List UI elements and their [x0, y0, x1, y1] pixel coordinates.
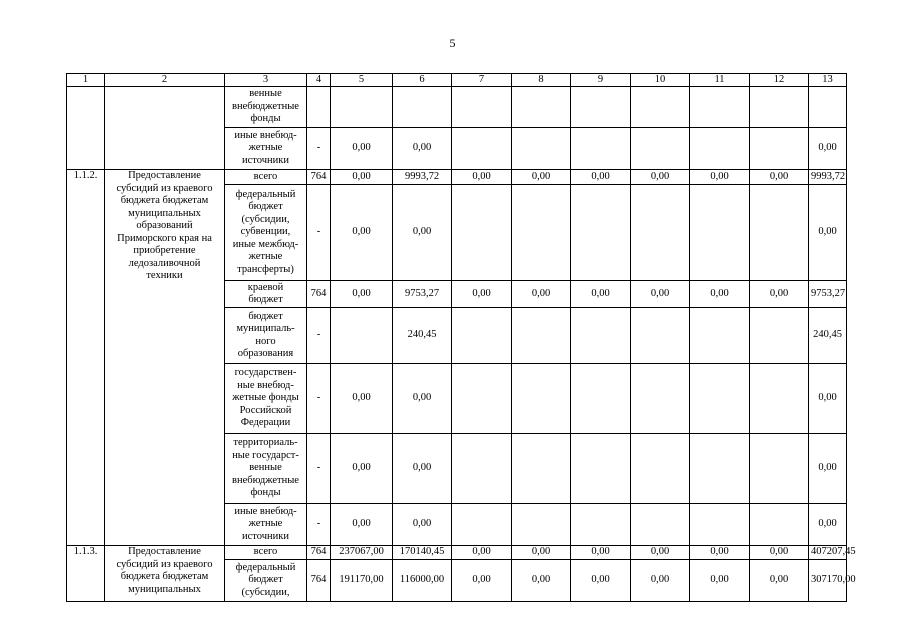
value-c10 [631, 185, 690, 281]
column-number-header: 1 [67, 74, 105, 87]
value-c6: 116000,00 [393, 560, 452, 602]
value-c8: 0,00 [512, 560, 571, 602]
value-c7: 0,00 [452, 170, 512, 185]
value-c11 [690, 364, 750, 434]
item-number [67, 87, 105, 170]
value-c13 [809, 87, 847, 128]
column-number-header: 10 [631, 74, 690, 87]
value-c7 [452, 434, 512, 504]
value-c11: 0,00 [690, 560, 750, 602]
value-c5 [331, 308, 393, 364]
value-c10 [631, 128, 690, 170]
value-c4: - [307, 504, 331, 546]
value-c6: 0,00 [393, 128, 452, 170]
column-number-header: 2 [105, 74, 225, 87]
column-number-header: 6 [393, 74, 452, 87]
value-c4: 764 [307, 281, 331, 308]
value-c9: 0,00 [571, 281, 631, 308]
funding-source: федеральный бюджет (субсидии, [225, 560, 307, 602]
value-c12 [750, 364, 809, 434]
value-c13: 240,45 [809, 308, 847, 364]
value-c10 [631, 308, 690, 364]
value-c7: 0,00 [452, 560, 512, 602]
value-c4: - [307, 308, 331, 364]
value-c4: 764 [307, 560, 331, 602]
value-c7: 0,00 [452, 281, 512, 308]
value-c10: 0,00 [631, 281, 690, 308]
value-c6: 0,00 [393, 364, 452, 434]
value-c4: - [307, 434, 331, 504]
table-row [67, 546, 847, 560]
value-c8 [512, 434, 571, 504]
value-c13: 0,00 [809, 434, 847, 504]
value-c8 [512, 87, 571, 128]
value-c8 [512, 308, 571, 364]
value-c12 [750, 128, 809, 170]
value-c6: 9993,72 [393, 170, 452, 185]
value-c13: 0,00 [809, 364, 847, 434]
item-name: Предоставление субсидий из краевого бюджета бюджетам муниципальных [105, 546, 225, 602]
item-name: Предоставление субсидий из краевого бюджета бюджетам муниципальных образований Приморского края на приобретение ледозаливочной техники [105, 170, 225, 546]
value-c12: 0,00 [750, 560, 809, 602]
value-c5: 237067,00 [331, 546, 393, 560]
value-c9: 0,00 [571, 546, 631, 560]
column-number-header: 12 [750, 74, 809, 87]
funding-source: венные внебюджетные фонды [225, 87, 307, 128]
value-c7 [452, 185, 512, 281]
value-c5: 191170,00 [331, 560, 393, 602]
value-c9 [571, 504, 631, 546]
value-c12 [750, 185, 809, 281]
value-c11 [690, 185, 750, 281]
value-c9: 0,00 [571, 170, 631, 185]
page-number: 5 [449, 36, 456, 50]
value-c10 [631, 87, 690, 128]
value-c11: 0,00 [690, 546, 750, 560]
value-c5: 0,00 [331, 434, 393, 504]
column-number-header: 8 [512, 74, 571, 87]
value-c5: 0,00 [331, 170, 393, 185]
value-c6: 0,00 [393, 504, 452, 546]
value-c10: 0,00 [631, 170, 690, 185]
value-c11: 0,00 [690, 281, 750, 308]
value-c6: 170140,45 [393, 546, 452, 560]
value-c4: - [307, 128, 331, 170]
value-c8 [512, 364, 571, 434]
value-c9 [571, 128, 631, 170]
value-c10 [631, 434, 690, 504]
value-c9 [571, 364, 631, 434]
value-c8 [512, 504, 571, 546]
item-name [105, 87, 225, 170]
value-c7 [452, 504, 512, 546]
table-row [67, 87, 847, 128]
funding-source: всего [225, 170, 307, 185]
value-c5: 0,00 [331, 504, 393, 546]
value-c12: 0,00 [750, 281, 809, 308]
value-c5 [331, 87, 393, 128]
funding-source: территориаль- ные государст- венные внебюджетные фонды [225, 434, 307, 504]
funding-source: краевой бюджет [225, 281, 307, 308]
value-c7: 0,00 [452, 546, 512, 560]
value-c13: 0,00 [809, 128, 847, 170]
value-c13: 9753,27 [809, 281, 847, 308]
value-c11 [690, 87, 750, 128]
value-c9 [571, 308, 631, 364]
value-c6: 9753,27 [393, 281, 452, 308]
value-c4: - [307, 364, 331, 434]
value-c8: 0,00 [512, 281, 571, 308]
value-c10 [631, 364, 690, 434]
value-c8 [512, 128, 571, 170]
value-c6 [393, 87, 452, 128]
value-c7 [452, 87, 512, 128]
funding-source: бюджет муниципаль- ного образования [225, 308, 307, 364]
value-c11 [690, 308, 750, 364]
value-c4: 764 [307, 546, 331, 560]
value-c10: 0,00 [631, 546, 690, 560]
value-c4 [307, 87, 331, 128]
column-number-row [67, 74, 847, 87]
value-c9 [571, 87, 631, 128]
column-number-header: 9 [571, 74, 631, 87]
value-c12 [750, 504, 809, 546]
value-c11: 0,00 [690, 170, 750, 185]
value-c12: 0,00 [750, 546, 809, 560]
funding-source: государствен- ные внебюд- жетные фонды Российской Федерации [225, 364, 307, 434]
value-c7 [452, 364, 512, 434]
value-c5: 0,00 [331, 364, 393, 434]
value-c12 [750, 308, 809, 364]
value-c8: 0,00 [512, 170, 571, 185]
value-c10 [631, 504, 690, 546]
funding-source: иные внебюд- жетные источники [225, 128, 307, 170]
column-number-header: 3 [225, 74, 307, 87]
value-c6: 0,00 [393, 185, 452, 281]
value-c12 [750, 87, 809, 128]
value-c7 [452, 128, 512, 170]
column-number-header: 13 [809, 74, 847, 87]
value-c6: 240,45 [393, 308, 452, 364]
column-number-header: 4 [307, 74, 331, 87]
value-c8: 0,00 [512, 546, 571, 560]
value-c9 [571, 185, 631, 281]
value-c6: 0,00 [393, 434, 452, 504]
value-c8 [512, 185, 571, 281]
value-c9: 0,00 [571, 560, 631, 602]
value-c12 [750, 434, 809, 504]
value-c5: 0,00 [331, 281, 393, 308]
value-c7 [452, 308, 512, 364]
value-c11 [690, 128, 750, 170]
value-c12: 0,00 [750, 170, 809, 185]
value-c9 [571, 434, 631, 504]
value-c13: 0,00 [809, 504, 847, 546]
item-number: 1.1.3. [67, 546, 105, 602]
column-number-header: 11 [690, 74, 750, 87]
funding-source: федеральный бюджет (субсидии, субвенции, иные межбюд- жетные трансферты) [225, 185, 307, 281]
table-row [67, 170, 847, 185]
value-c10: 0,00 [631, 560, 690, 602]
value-c13: 307170,00 [809, 560, 847, 602]
funding-source: всего [225, 546, 307, 560]
value-c13: 9993,72 [809, 170, 847, 185]
column-number-header: 5 [331, 74, 393, 87]
value-c13: 0,00 [809, 185, 847, 281]
value-c5: 0,00 [331, 128, 393, 170]
value-c5: 0,00 [331, 185, 393, 281]
value-c4: 764 [307, 170, 331, 185]
value-c13: 407207,45 [809, 546, 847, 560]
value-c11 [690, 504, 750, 546]
value-c11 [690, 434, 750, 504]
funding-source: иные внебюд- жетные источники [225, 504, 307, 546]
value-c4: - [307, 185, 331, 281]
program-funding-table [66, 73, 856, 602]
item-number: 1.1.2. [67, 170, 105, 546]
column-number-header: 7 [452, 74, 512, 87]
